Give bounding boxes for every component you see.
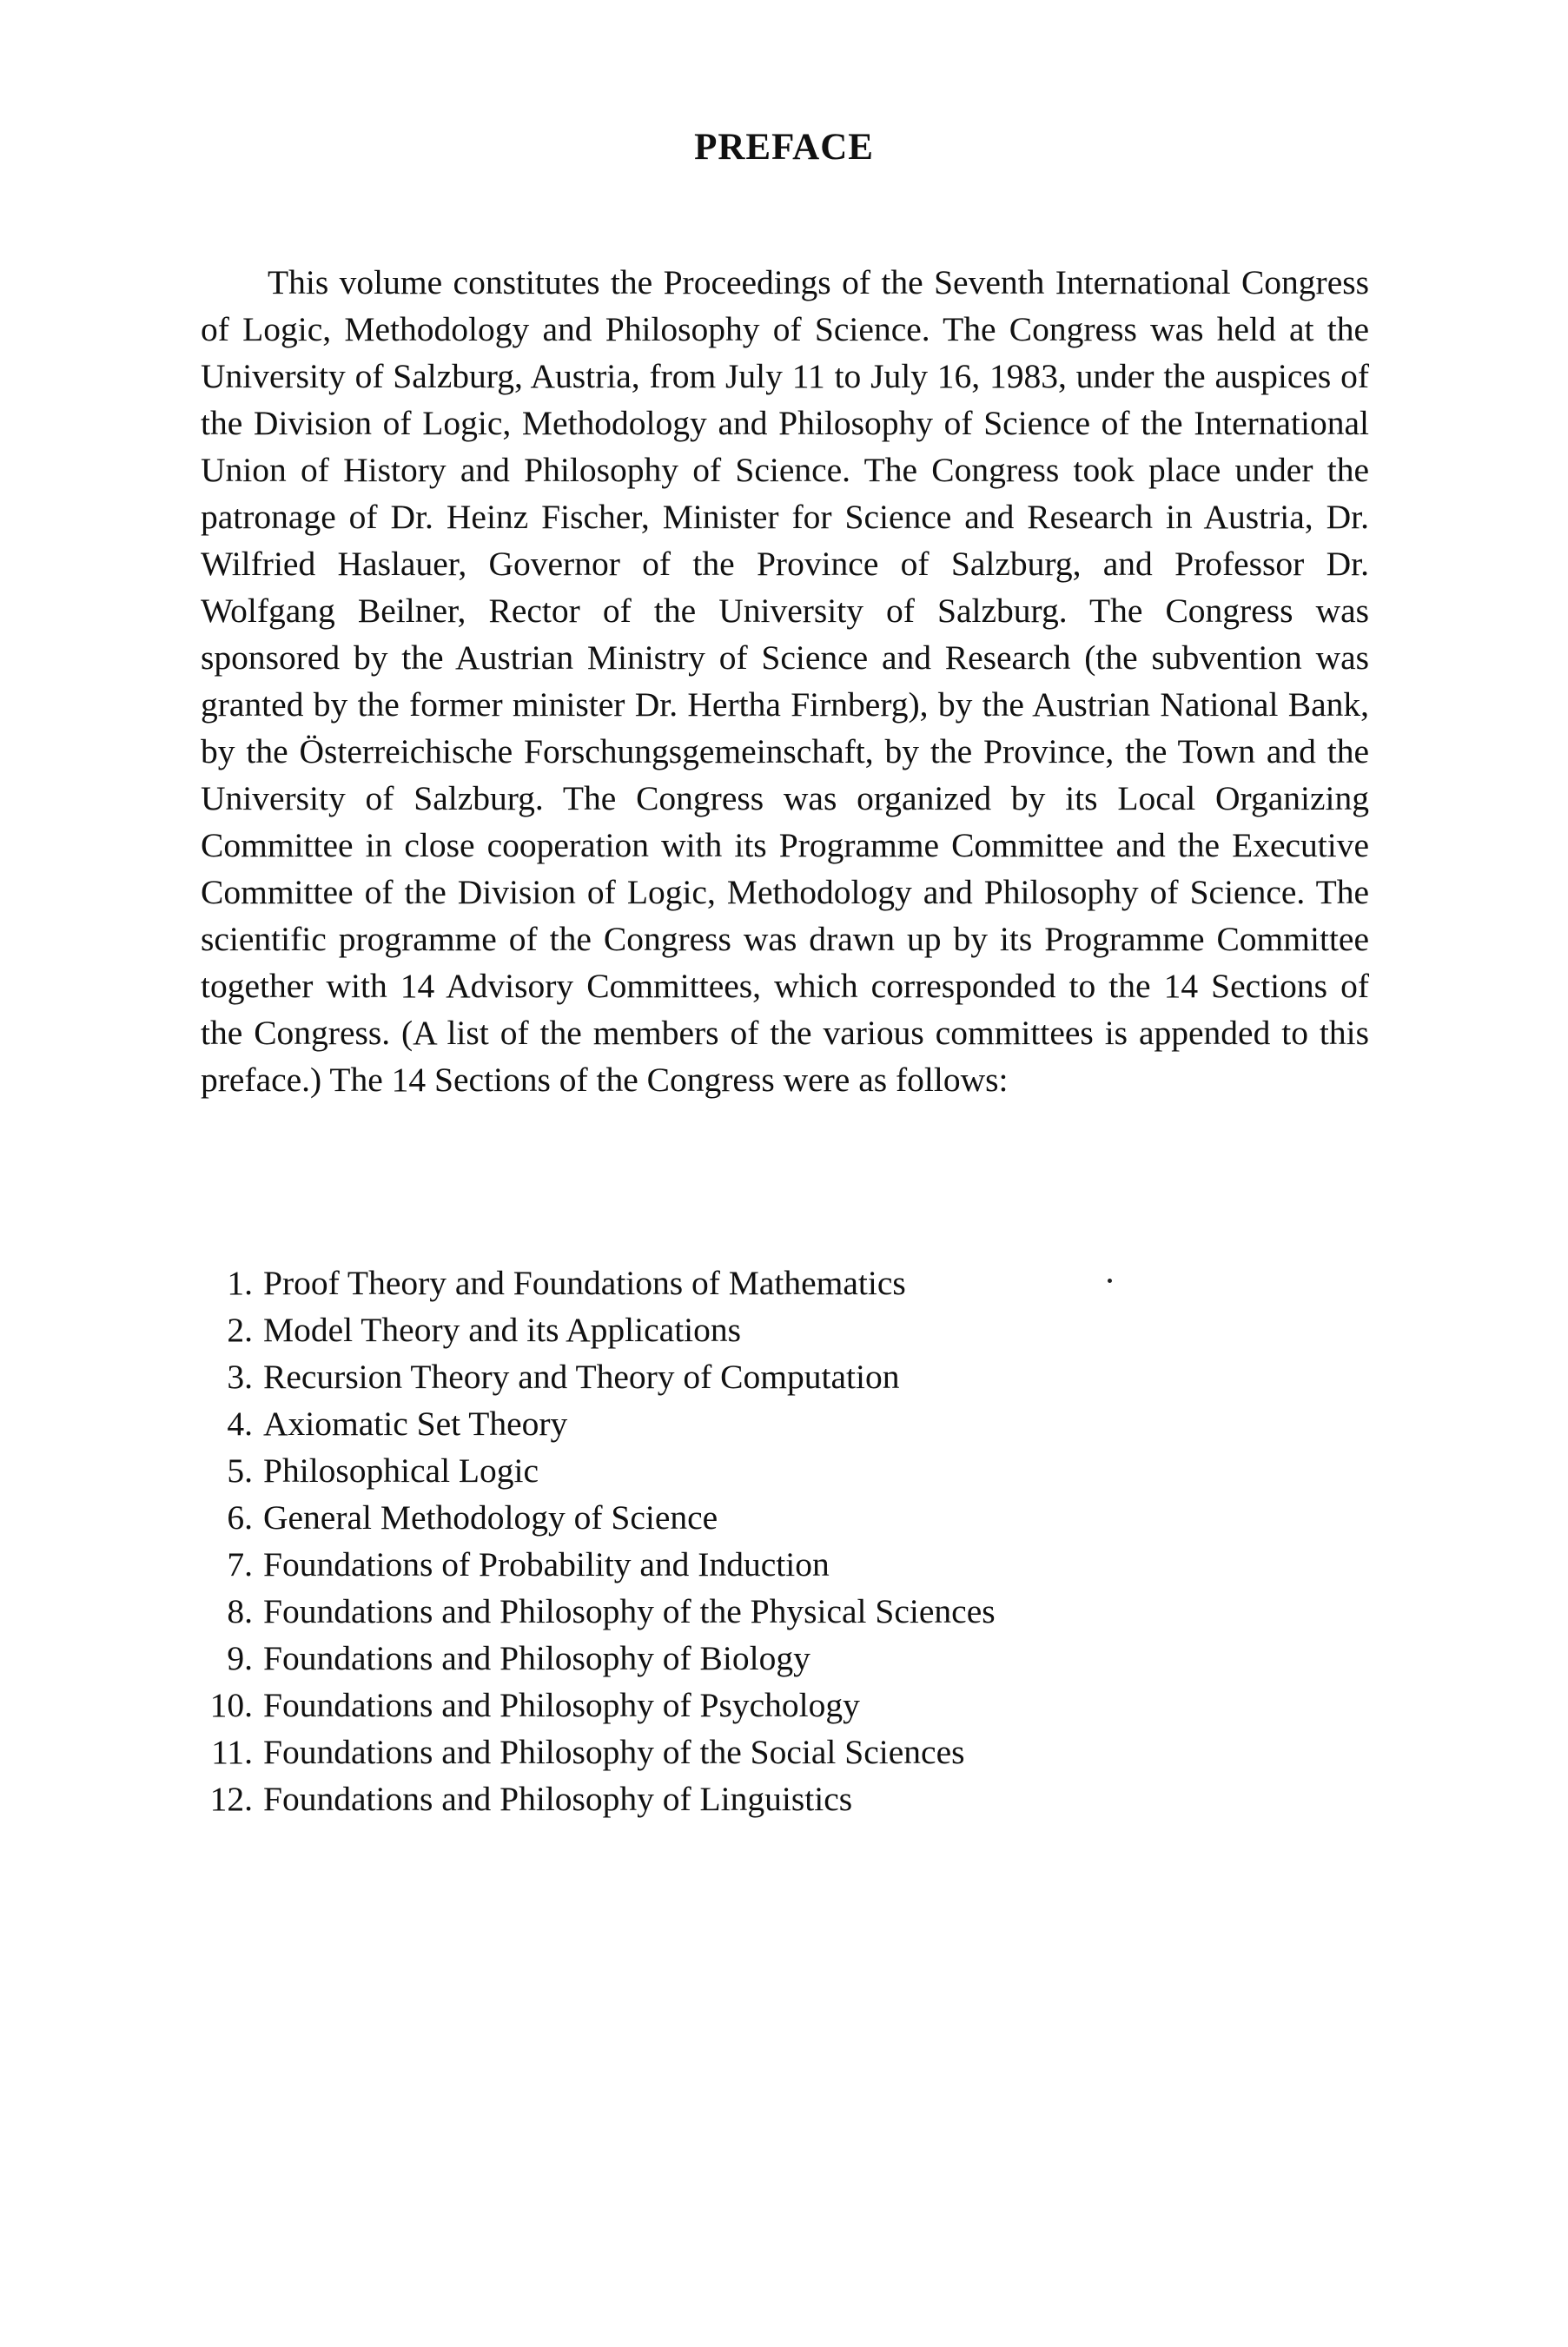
list-item-number: 10. [209, 1686, 253, 1724]
list-item-text: Proof Theory and Foundations of Mathematics [263, 1264, 906, 1302]
list-item [201, 1353, 1369, 1400]
list-item-text: Axiomatic Set Theory [263, 1405, 568, 1443]
list-item-number: 4. [227, 1405, 253, 1443]
page-title: PREFACE [694, 127, 874, 168]
list-item-number: 12. [209, 1780, 253, 1818]
sections-list [201, 1259, 1369, 1822]
list-item [201, 1635, 1369, 1682]
list-item-number: 5. [227, 1451, 253, 1490]
list-item [201, 1682, 1369, 1729]
list-item-number: 3. [227, 1358, 253, 1396]
preface-paragraph: This volume constitutes the Proceedings of the Seventh International Congress of Logic, Methodology and Philosophy of Science. The Congress was held at the University of Salzburg, Austria, from July 11 to July 16, 1983, under the auspices of the Division of Logic, Methodology and Philosophy of Science of the International Union of History and Philosophy of Science. The Congress took place under the patronage of Dr. Heinz Fischer, Minister for Science and Research in Austria, Dr. Wilfried Haslauer, Governor of the Province of Salzburg, and Professor Dr. Wolfgang Beilner, Rector of the University of Salzburg. The Congress was sponsored by the Austrian Ministry of Science and Research (the subvention was granted by the former minister Dr. Hertha Firnberg), by the Austrian National Bank, by the Österreichische Forschungsgemeinschaft, by the Province, the Town and the University of Salzburg. The Congress was organized by its Local Organizing Committee in close cooperation with its Programme Committee and the Executive Committee of the Division of Logic, Methodology and Philosophy of Science. The scientific programme of the Congress was drawn up by its Programme Committee together with 14 Advisory Committees, which corresponded to the 14 Sections of the Congress. (A list of the members of the various committees is appended to this preface.) The 14 Sections of the Congress were as follows: [201, 263, 1369, 1099]
list-item-number: 1. [227, 1264, 253, 1302]
list-item-text: Foundations and Philosophy of Psychology [263, 1686, 860, 1724]
list-item [201, 1729, 1369, 1775]
list-item-text: Foundations and Philosophy of Linguistics [263, 1780, 853, 1818]
list-item-number: 7. [227, 1545, 253, 1583]
list-item-number: 6. [227, 1498, 253, 1537]
list-item [201, 1306, 1369, 1353]
list-item [201, 1400, 1369, 1447]
list-item-text: Recursion Theory and Theory of Computation [263, 1358, 900, 1396]
list-item-text: Foundations and Philosophy of Biology [263, 1639, 810, 1677]
list-item-number: 2. [227, 1311, 253, 1349]
list-item-text: Model Theory and its Applications [263, 1311, 742, 1349]
list-item-text: General Methodology of Science [263, 1498, 718, 1537]
list-item-text: Foundations and Philosophy of the Physical Sciences [263, 1592, 996, 1630]
list-item-text: Philosophical Logic [263, 1451, 539, 1490]
list-item-text: Foundations and Philosophy of the Social Sciences [263, 1733, 965, 1771]
list-item [201, 1259, 1369, 1306]
list-item-number: 9. [227, 1639, 253, 1677]
list-item [201, 1494, 1369, 1541]
list-item-number: 8. [227, 1592, 253, 1630]
list-item [201, 1447, 1369, 1494]
list-item-number: 11. [211, 1733, 253, 1771]
list-item [201, 1541, 1369, 1588]
list-item [201, 1775, 1369, 1822]
list-item [201, 1588, 1369, 1635]
list-item-text: Foundations of Probability and Induction [263, 1545, 830, 1583]
